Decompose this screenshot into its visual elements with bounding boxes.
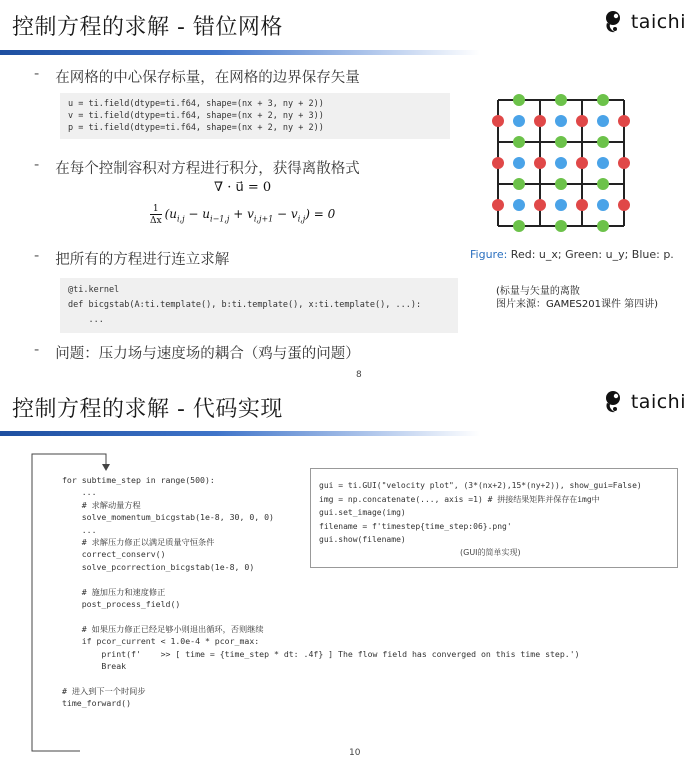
page-number: 10 [349,748,361,758]
taichi-logo [603,10,686,34]
v-velocity-point [597,220,609,232]
pressure-point [597,157,609,169]
pressure-point [513,199,525,211]
figure-note-line2: 图片来源：GAMES201课件 第四讲) [496,299,659,310]
title-underline [0,431,480,436]
page-number: 8 [356,370,362,380]
bullet-item: - 把所有的方程进行连立求解 [34,248,230,268]
u-velocity-point [534,115,546,127]
taichi-logo-icon [603,390,625,414]
discrete-equation: 1 Δx $(u_{i,j} - u_{i-1,j} + v_{i,j+1} - v_{i,j}) = 0$ [150,204,336,226]
pressure-point [555,115,567,127]
v-velocity-point [513,94,525,106]
u-velocity-point [618,115,630,127]
pressure-point [513,115,525,127]
pressure-point [597,115,609,127]
v-velocity-point [555,178,567,190]
gui-code: gui = ti.GUI("velocity plot", (3*(nx+2),15*(ny+2)), show_gui=False) img = np.concatenate(..., axis =1) # 拼接结果矩阵并保存在img中 gui.set_image(img) filename = f'timestep{time_step:06}.png' gui.show(filename) [319,481,642,544]
v-velocity-point [597,136,609,148]
slide-staggered-grid [0,0,700,380]
bullet-item: - 在每个控制容积对方程进行积分，获得离散格式 [34,157,360,177]
v-velocity-point [555,220,567,232]
taichi-logo-text: taichi [630,391,686,413]
u-velocity-point [576,199,588,211]
v-velocity-point [555,136,567,148]
taichi-logo-icon [603,10,625,34]
u-velocity-point [492,115,504,127]
slide-code-implementation [0,382,700,766]
staggered-grid-figure [486,88,646,242]
u-velocity-point [534,157,546,169]
gui-caption: (GUI的简单实现) [460,548,521,557]
slide-title: 控制方程的求解 - 错位网格 [12,15,283,40]
figure-caption: Figure: Red: u_x; Green: u_y; Blue: p. [470,248,674,261]
bullet-text: 问题：压力场与速度场的耦合（鸡与蛋的问题） [55,346,360,362]
taichi-logo [603,390,686,414]
v-velocity-point [555,94,567,106]
bullet-text: 把所有的方程进行连立求解 [55,252,230,268]
v-velocity-point [597,94,609,106]
fraction: 1 Δx [150,204,162,226]
pressure-point [513,157,525,169]
v-velocity-point [513,136,525,148]
u-velocity-point [534,199,546,211]
staggered-grid-svg [486,88,646,238]
bullet-text: 在网格的中心保存标量，在网格的边界保存矢量 [55,70,360,86]
code-block-fields: u = ti.field(dtype=ti.f64, shape=(nx + 3, ny + 2)) v = ti.field(dtype=ti.f64, shape=(nx + 2, ny + 3)) p = ti.field(dtype=ti.f64, shape=(nx + 2, ny + 2)) [60,93,450,139]
bullet-item: - 问题：压力场与速度场的耦合（鸡与蛋的问题） [34,342,360,362]
pressure-point [555,199,567,211]
main-loop-code: for subtime_step in range(500): ... # 求解动量方程 solve_momentum_bicgstab(1e-8, 30, 0, 0) ... # 求解压力修正以满足质量守恒条件 correct_conserv() solve_pcorrection_bicgstab(1e-8, 0) # 施加压力和速度修正 post_process_field() # 如果压力修正已经足够小则退出循环，否则继续 if pcor_current < 1.0e-4 * pcor_max: print(f' >> [ time = {time_step * dt: .4f} ] The flow field has converged on this time step.') Break # 进入到下一个时间步 time_forward() [62,475,580,709]
title-underline [0,50,480,55]
taichi-logo-text: taichi [630,11,686,33]
u-velocity-point [618,157,630,169]
pressure-point [555,157,567,169]
u-velocity-point [492,157,504,169]
u-velocity-point [576,157,588,169]
u-velocity-point [618,199,630,211]
v-velocity-point [513,178,525,190]
figure-note-line1: (标量与矢量的离散 [496,286,580,297]
u-velocity-point [492,199,504,211]
pressure-point [597,199,609,211]
slide-title: 控制方程的求解 - 代码实现 [12,397,283,422]
bullet-item: - 在网格的中心保存标量，在网格的边界保存矢量 [34,66,360,86]
v-velocity-point [597,178,609,190]
bullet-text: 在每个控制容积对方程进行积分，获得离散格式 [55,161,360,177]
v-velocity-point [513,220,525,232]
divergence-equation: ∇ · u⃗ = 0 [214,180,272,195]
code-block-bicgstab: @ti.kernel def bicgstab(A:ti.template(), b:ti.template(), x:ti.template(), ...): ... [60,278,458,333]
u-velocity-point [576,115,588,127]
